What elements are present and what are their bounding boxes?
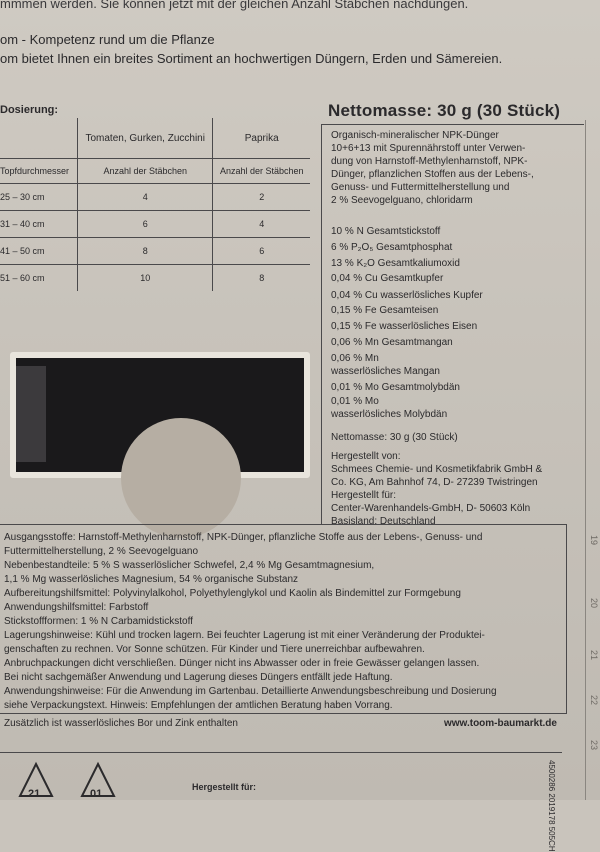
net-mass-heading: Nettomasse: 30 g (30 Stück) <box>328 101 561 120</box>
dosing-label: Dosierung: <box>0 104 59 116</box>
recycle-code: 21 <box>28 788 41 800</box>
nutrient-line: 13 % K₂O Gesamtkaliumoxid <box>331 258 460 269</box>
cell-diameter: 31 – 40 cm <box>0 211 78 238</box>
maker-line: Co. KG, Am Bahnhof 74, D- 27239 Twistringen <box>331 477 538 488</box>
bottom-panel-text: Hergestellt für: <box>192 782 257 792</box>
table-row <box>0 265 310 292</box>
composition-line: Anwendungshinweise: Für die Anwendung im Gartenbau. Detaillierte Anwendungsbeschreibung und Dosierung <box>4 686 497 697</box>
table-header-group1: Tomaten, Gurken, Zucchini <box>78 118 213 159</box>
ruler-mark: 20 <box>588 597 599 609</box>
table-header-group2: Paprika <box>244 132 279 144</box>
nutrient-line: wasserlösliches Molybdän <box>331 409 448 420</box>
cell-diameter: 51 – 60 cm <box>0 265 78 292</box>
cell-count-2: 8 <box>213 265 310 292</box>
dosing-table <box>0 118 310 291</box>
recycle-code: 01 <box>90 788 103 800</box>
table-row <box>0 238 310 265</box>
composition-line: Stickstoffformen: 1 % N Carbamidstickstoff <box>4 616 193 627</box>
ruler-mark: 23 <box>588 739 599 751</box>
composition-line: Anbruchpackungen dicht verschließen. Dünger nicht ins Abwasser oder in freie Gewässer gelangen lassen. <box>4 658 480 669</box>
nutrient-line: 6 % P₂O₅ Gesamtphosphat <box>331 242 453 253</box>
composition-line: Lagerungshinweise: Kühl und trocken lagern. Bei feuchter Lagerung ist mit einer Veränderung der Produktei- <box>4 630 485 641</box>
cell-count-2: 6 <box>213 238 310 265</box>
nutrient-line: wasserlösliches Mangan <box>331 366 440 377</box>
description-line: 10+6+13 mit Spurennährstoff unter Verwen- <box>331 143 526 154</box>
product-window <box>10 352 310 478</box>
table-header-diameter <box>0 118 78 159</box>
nutrient-line: 0,06 % Mn Gesamtmangan <box>331 337 453 348</box>
nutrient-line: 0,01 % Mo <box>331 396 379 407</box>
nutrient-line: 0,15 % Fe wasserlösliches Eisen <box>331 321 478 332</box>
cell-count-1: 6 <box>78 211 213 238</box>
window-shadow <box>16 366 46 462</box>
nutrient-line: 0,04 % Cu Gesamtkupfer <box>331 273 444 284</box>
cell-diameter: 25 – 30 cm <box>0 184 78 211</box>
ruler-mark: 21 <box>588 649 599 661</box>
cell-count-1: 10 <box>78 265 213 292</box>
maker-line: Hergestellt von: <box>331 451 401 462</box>
top-text-line-3: om bietet Ihnen ein breites Sortiment an hochwertigen Düngern, Erden und Sämereien. <box>0 51 503 66</box>
description-line: Genuss- und Futtermittelherstellung und <box>331 182 510 193</box>
composition-line: Aufbereitungshilfsmittel: Polyvinylalkohol, Polyethylenglykol und Kaolin als Bindemittel zur Formgebung <box>4 588 461 599</box>
table-subheader-count-1: Anzahl der Stäbchen <box>78 159 213 184</box>
description-line: 2 % Seevogelguano, chloridarm <box>331 195 473 206</box>
nutrient-line: 0,04 % Cu wasserlösliches Kupfer <box>331 290 483 301</box>
nutrient-line: 0,15 % Fe Gesamteisen <box>331 305 439 316</box>
table-row <box>0 184 310 211</box>
barcode-number: 4500286 2019178 505CH <box>547 760 556 852</box>
footnote: Zusätzlich ist wasserlösliches Bor und Zink enthalten <box>4 718 238 729</box>
composition-line: Bei nicht sachgemäßer Anwendung und Lagerung dieses Düngers entfällt jede Haftung. <box>4 672 393 683</box>
maker-line: Hergestellt für: <box>331 490 397 501</box>
nutrient-line: 0,01 % Mo Gesamtmolybdän <box>331 382 460 393</box>
maker-line: Center-Warenhandels-GmbH, D- 50603 Köln <box>331 503 531 514</box>
website-link: www.toom-baumarkt.de <box>444 718 557 729</box>
cell-diameter: 41 – 50 cm <box>0 238 78 265</box>
recycle-icon <box>16 760 56 800</box>
ruler-mark: 19 <box>588 534 599 546</box>
net-mass-repeat: Nettomasse: 30 g (30 Stück) <box>331 432 458 443</box>
nutrient-line: 10 % N Gesamtstickstoff <box>331 226 441 237</box>
composition-line: siehe Verpackungstext. Hinweis: Empfehlungen der amtlichen Beratung haben Vorrang. <box>4 700 393 711</box>
cell-count-2: 2 <box>213 184 310 211</box>
composition-line: genschaften zu rechnen. Vor Sonne schützen. Für Kinder und Tiere unerreichbar aufbewahren. <box>4 644 425 655</box>
ruler-edge <box>585 120 600 800</box>
cell-count-2: 4 <box>213 211 310 238</box>
top-text-line-1: mmmen werden. Sie können jetzt mit der gleichen Anzahl Stäbchen nachdüngen. <box>0 0 469 11</box>
composition-line: Nebenbestandteile: 5 % S wasserlöslicher Schwefel, 2,4 % Mg Gesamtmagnesium, <box>4 560 375 571</box>
composition-line: 1,1 % Mg wasserlösliches Magnesium, 54 % organische Substanz <box>4 574 299 585</box>
cell-count-1: 8 <box>78 238 213 265</box>
maker-line: Schmees Chemie- und Kosmetikfabrik GmbH & <box>331 464 543 475</box>
composition-line: Anwendungshilfsmittel: Farbstoff <box>4 602 149 613</box>
fertilizer-disc <box>121 418 241 538</box>
composition-line: Ausgangsstoffe: Harnstoff-Methylenharnstoff, NPK-Dünger, pflanzliche Stoffe aus der Lebens-, Genuss- und <box>4 532 483 543</box>
cell-count-1: 4 <box>78 184 213 211</box>
description-line: dung von Harnstoff-Methylenharnstoff, NPK- <box>331 156 528 167</box>
recycle-icon <box>78 760 118 800</box>
top-text-line-2: om - Kompetenz rund um die Pflanze <box>0 32 215 47</box>
ruler-mark: 22 <box>588 694 599 706</box>
maker-line: Basisland: Deutschland <box>331 516 436 527</box>
composition-line: Futtermittelherstellung, 2 % Seevogelguano <box>4 546 199 557</box>
nutrient-line: 0,06 % Mn <box>331 353 379 364</box>
description-line: Organisch-mineralischer NPK-Dünger <box>331 130 499 141</box>
description-line: Dünger, pflanzlichen Stoffen aus der Lebens-, <box>331 169 534 180</box>
table-subheader-diameter: Topfdurchmesser <box>0 159 78 184</box>
table-subheader-count-2: Anzahl der Stäbchen <box>213 159 310 184</box>
table-row <box>0 211 310 238</box>
